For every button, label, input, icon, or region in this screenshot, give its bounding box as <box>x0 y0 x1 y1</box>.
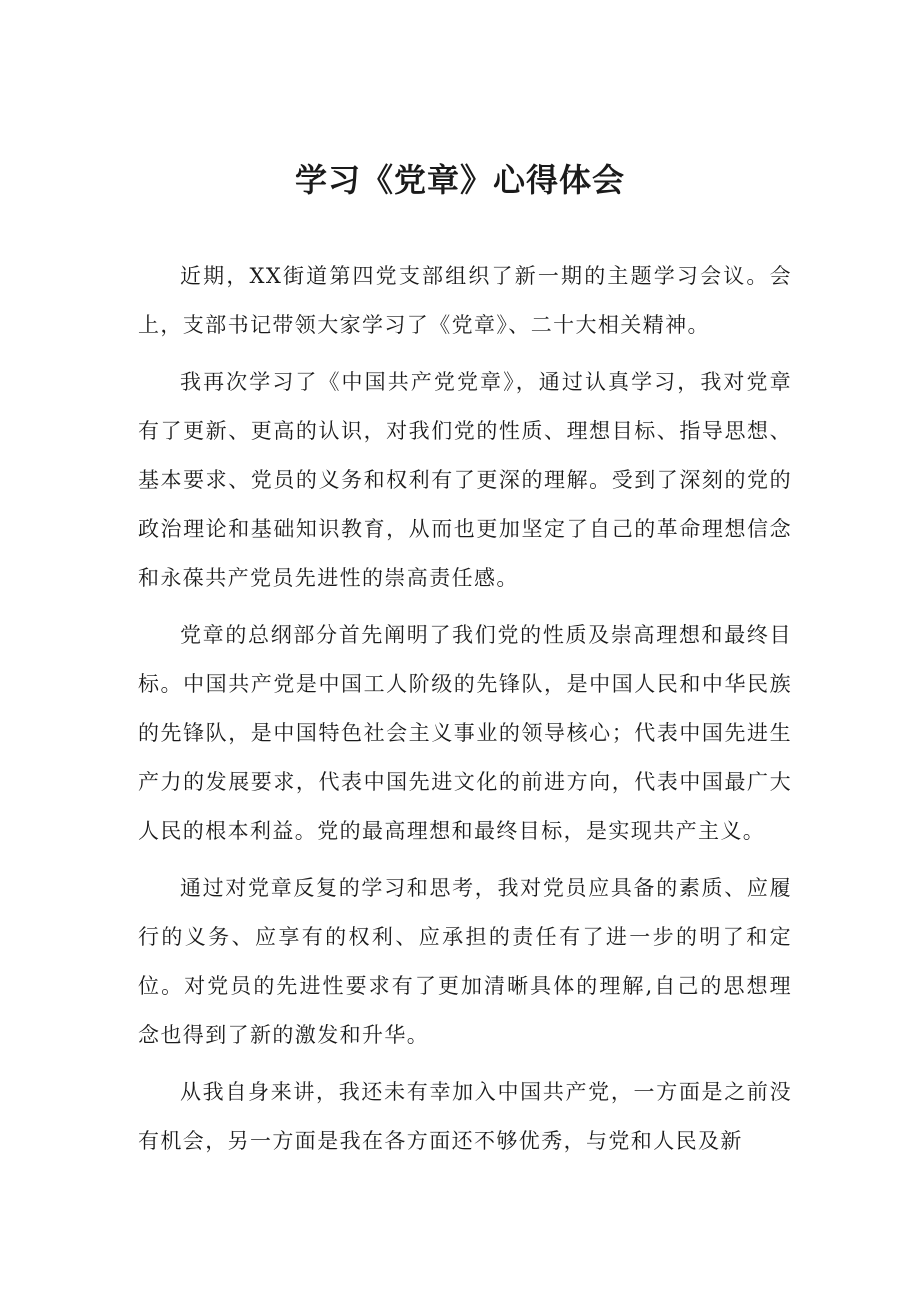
paragraph-5: 从我自身来讲，我还未有幸加入中国共产党，一方面是之前没有机会，另一方面是我在各方面还不够优秀，与党和人民及新 <box>138 1080 792 1153</box>
paragraph-3: 党章的总纲部分首先阐明了我们党的性质及崇高理想和最终目标。中国共产党是中国工人阶级的先锋队，是中国人民和中华民族的先锋队，是中国特色社会主义事业的领导核心；代表中国先进生产力的发展要求，代表中国先进文化的前进方向，代表中国最广大人民的根本利益。党的最高理想和最终目标，是实现共产主义。 <box>138 623 792 843</box>
paragraph-4: 通过对党章反复的学习和思考，我对党员应具备的素质、应履行的义务、应享有的权利、应承担的责任有了进一步的明了和定位。对党员的先进性要求有了更加清晰具体的理解,自己的思想理念也得到了新的激发和升华。 <box>138 876 792 1047</box>
document-title: 学习《党章》心得体会 <box>294 161 625 199</box>
paragraph-1: 近期，XX街道第四党支部组织了新一期的主题学习会议。会上，支部书记带领大家学习了《党章》、二十大相关精神。 <box>138 264 792 337</box>
document-body <box>138 252 792 1174</box>
paragraph-2: 我再次学习了《中国共产党党章》，通过认真学习，我对党章有了更新、更高的认识，对我们党的性质、理想目标、指导思想、基本要求、党员的义务和权利有了更深的理解。受到了深刻的党的政治理论和基础知识教育，从而也更加坚定了自己的革命理想信念和永葆共产党员先进性的崇高责任感。 <box>138 370 792 590</box>
